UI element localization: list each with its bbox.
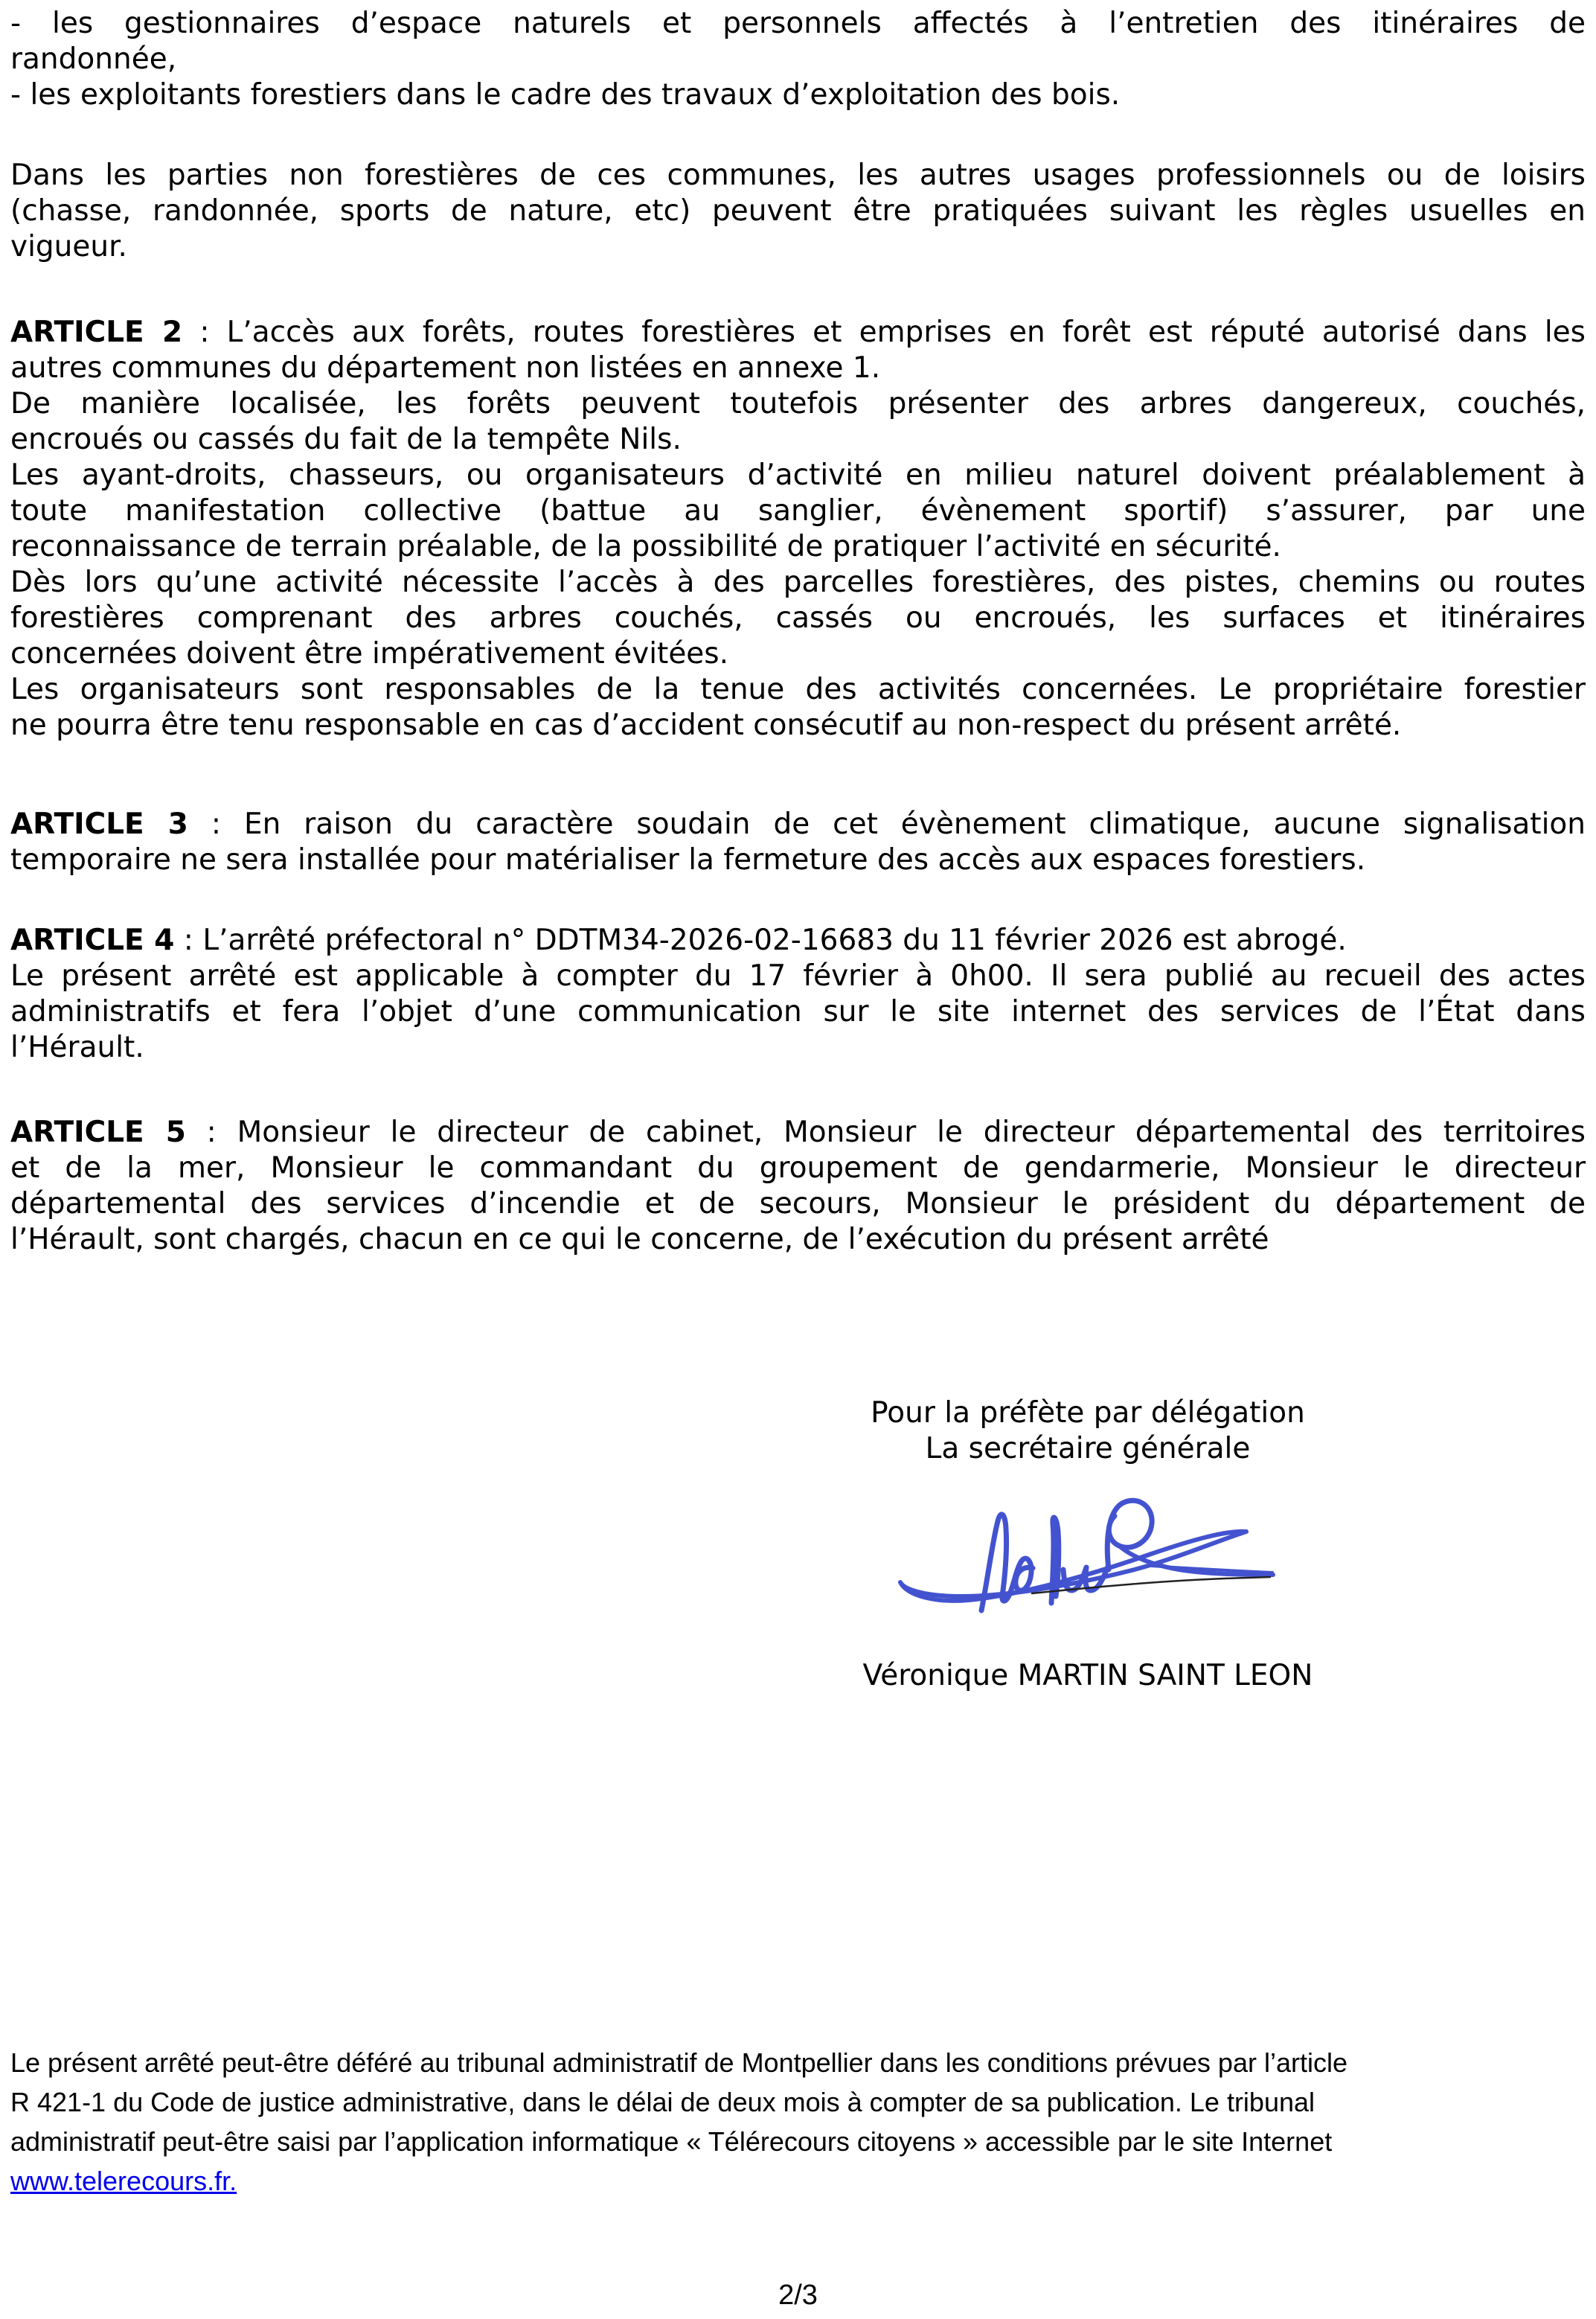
text-line: reconnaissance de terrain préalable, de la possibilité de pratiquer l’activité en sécurité. (10, 530, 1281, 563)
signature-delegation-line: Pour la préfète par délégation (871, 1396, 1305, 1430)
article-4-head: : L’arrêté préfectoral n° DDTM34-2026-02-16683 du 11 février 2026 est abrogé. (174, 924, 1347, 957)
text-line: vigueur. (10, 230, 127, 263)
text-line (10, 315, 1586, 351)
text-line (10, 923, 1586, 959)
footer-line: administratif peut-être saisi par l’application informatique « Télérecours citoyens » accessible par le site Internet (10, 2126, 1333, 2157)
text-line: forestières comprenant des arbres couchés, cassés ou encroués, les surfaces et itinéraires (10, 601, 1586, 635)
article-4-label: ARTICLE 4 (10, 924, 175, 957)
text-line: Dès lors qu’une activité nécessite l’accès à des parcelles forestières, des pistes, chemins ou routes (10, 566, 1586, 599)
text-line: temporaire ne sera installée pour matérialiser la fermeture des accès aux espaces forestiers. (10, 843, 1366, 877)
article-2-head: : L’accès aux forêts, routes forestières et emprises en forêt est réputé autorisé dans les (182, 316, 1586, 349)
telerecours-link[interactable]: www.telerecours.fr. (10, 2166, 237, 2196)
text-line: administratifs et fera l’objet d’une communication sur le site internet des services de l’État dans (10, 995, 1586, 1029)
text-line: autres communes du département non listées en annexe 1. (10, 351, 881, 385)
text-line: l’Hérault. (10, 1031, 144, 1064)
text-line: l’Hérault, sont chargés, chacun en ce qui le concerne, de l’exécution du présent arrêté (10, 1223, 1269, 1256)
signatory-name: Véronique MARTIN SAINT LEON (862, 1659, 1313, 1692)
article-3 (10, 807, 1586, 878)
text-line: toute manifestation collective (battue au sanglier, évènement sportif) s’assurer, par une (10, 494, 1586, 528)
article-3-label: ARTICLE 3 (10, 807, 188, 841)
text-line: - les exploitants forestiers dans le cadre des travaux d’exploitation des bois. (10, 78, 1121, 112)
text-line: De manière localisée, les forêts peuvent toutefois présenter des arbres dangereux, couchés, (10, 387, 1586, 420)
list-item-gestionnaires (10, 6, 1586, 77)
handwritten-signature-icon (898, 1497, 1278, 1616)
text-line: - les gestionnaires d’espace naturels et personnels affectés à l’entretien des itinéraires de (10, 7, 1586, 40)
text-line (10, 807, 1586, 842)
paragraph-non-forestieres (10, 158, 1586, 265)
article-5 (10, 1115, 1586, 1258)
text-line: Dans les parties non forestières de ces communes, les autres usages professionnels ou de loisirs (10, 159, 1586, 192)
article-4 (10, 923, 1586, 1066)
article-3-head: : En raison du caractère soudain de cet évènement climatique, aucune signalisation (188, 807, 1586, 841)
text-line: Les ayant-droits, chasseurs, ou organisateurs d’activité en milieu naturel doivent préalablement à (10, 458, 1586, 492)
text-line: encroués ou cassés du fait de la tempête Nils. (10, 423, 682, 456)
page-number: 2/3 (778, 2280, 818, 2311)
signature-block (716, 1395, 1460, 1694)
text-line: départemental des services d’incendie et de secours, Monsieur le président du département de (10, 1187, 1586, 1221)
text-line: Le présent arrêté est applicable à compter du 17 février à 0h00. Il sera publié au recueil des actes (10, 959, 1586, 993)
article-5-head: : Monsieur le directeur de cabinet, Monsieur le directeur départemental des territoires (185, 1116, 1586, 1149)
article-2 (10, 315, 1586, 743)
text-line: randonnée, (10, 42, 177, 76)
text-line: et de la mer, Monsieur le commandant du groupement de gendarmerie, Monsieur le directeur (10, 1151, 1586, 1185)
list-item-exploitants (10, 77, 1586, 113)
article-5-label: ARTICLE 5 (10, 1116, 186, 1149)
text-line: ne pourra être tenu responsable en cas d’accident consécutif au non-respect du présent arrêté. (10, 709, 1402, 742)
legal-footer (0, 2043, 1596, 2201)
signature-role-line: La secrétaire générale (925, 1432, 1251, 1465)
text-line (10, 1115, 1586, 1151)
text-line: concernées doivent être impérativement évitées. (10, 637, 729, 671)
text-line: Les organisateurs sont responsables de la tenue des activités concernées. Le propriétaire forestier (10, 673, 1586, 706)
article-2-label: ARTICLE 2 (10, 316, 183, 349)
footer-line: R 421-1 du Code de justice administrative, dans le délai de deux mois à compter de sa publication. Le tribunal (10, 2087, 1315, 2117)
footer-line: Le présent arrêté peut-être déféré au tribunal administratif de Montpellier dans les conditions prévues par l’article (10, 2047, 1347, 2078)
text-line: (chasse, randonnée, sports de nature, etc) peuvent être pratiquées suivant les règles usuelles en (10, 194, 1586, 228)
